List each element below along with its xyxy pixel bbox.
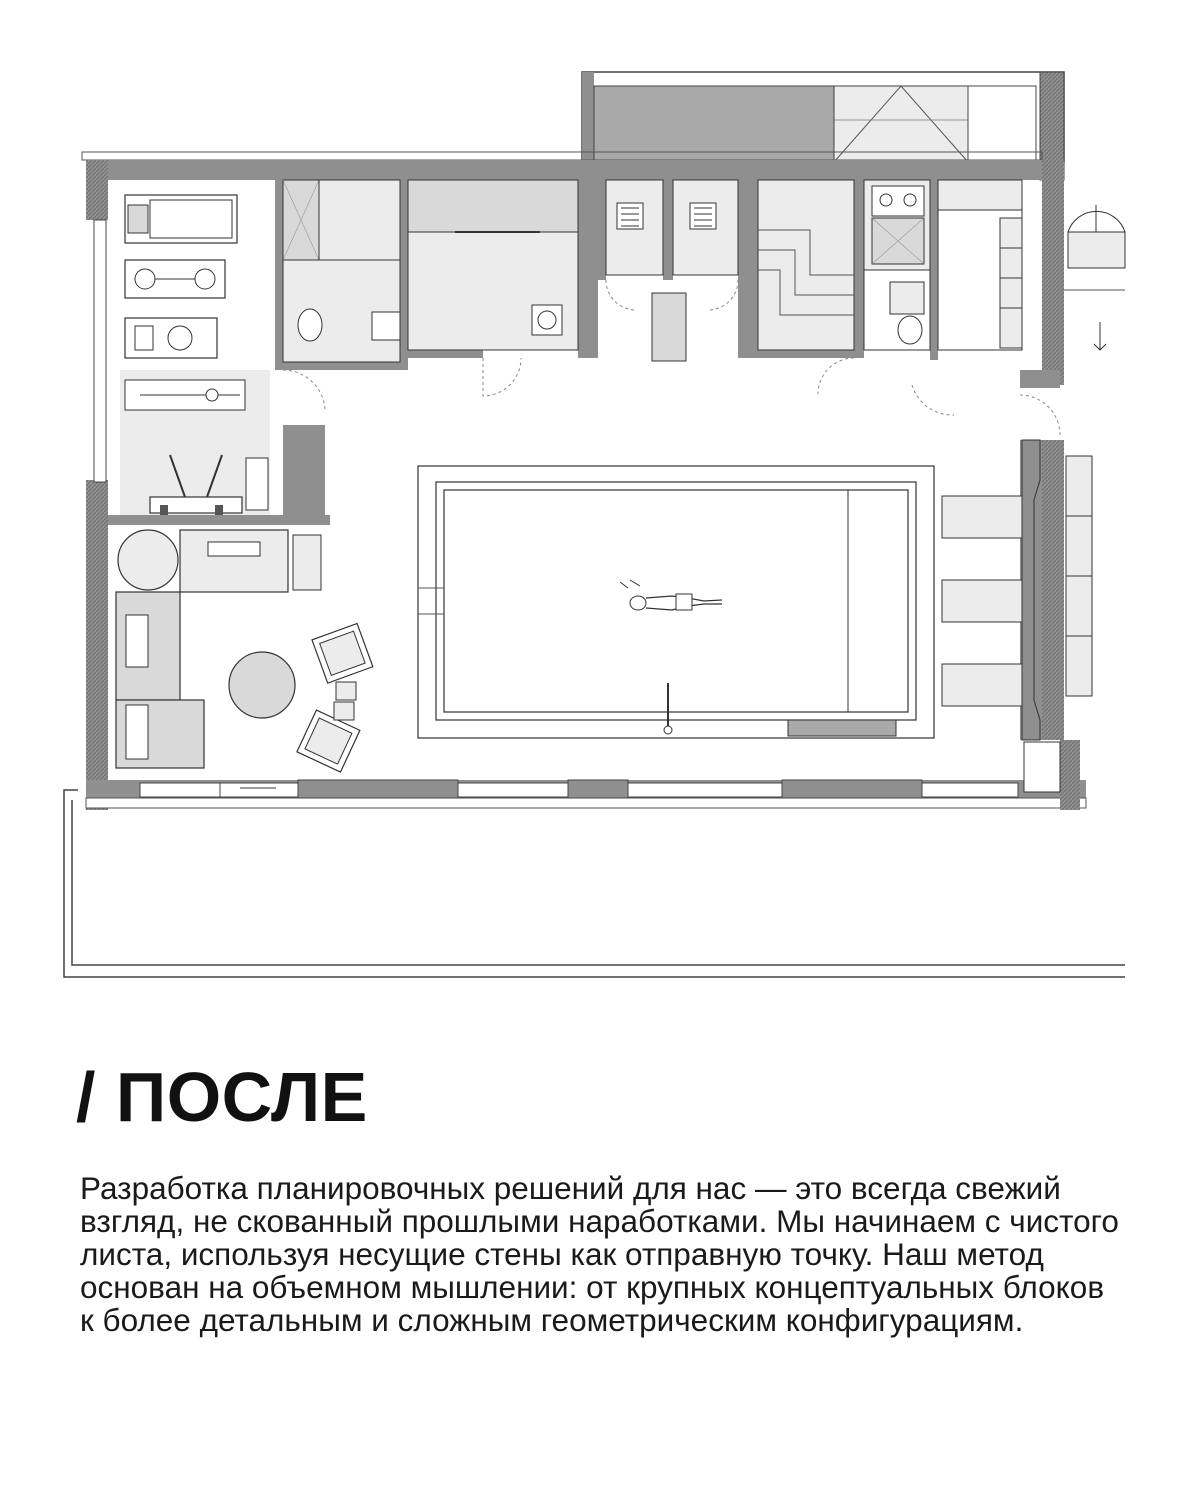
round-table [229,652,295,718]
multi-gym [125,380,245,410]
kitchenette [408,180,578,396]
elliptical [125,260,225,298]
windows [140,780,1018,798]
shower-room [864,180,930,350]
terrace [64,790,1125,977]
page-title: / ПОСЛЕ [76,1058,368,1136]
page-description: Разработка планировочных решений для нас — это всегда свежий взгляд, не скованный прошлыми наработками. Мы начинаем с чистого листа, используя несущие стены как отправную точку. Наш метод основан на объемном мышлении: от крупных концептуальных блоков к более детальным и сложным геометрическим конфигурациям. [80,1170,1119,1338]
gym [108,180,275,515]
armchair [312,623,373,683]
lounge [116,530,373,772]
hammam [758,180,854,394]
east-facade [1022,440,1092,792]
exterior-details [1064,205,1125,350]
bathroom [283,180,400,412]
exercise-bike [125,318,217,358]
sunbeds [942,496,1022,706]
treadmill [125,195,237,243]
pool [418,466,934,738]
sofa [116,592,204,768]
